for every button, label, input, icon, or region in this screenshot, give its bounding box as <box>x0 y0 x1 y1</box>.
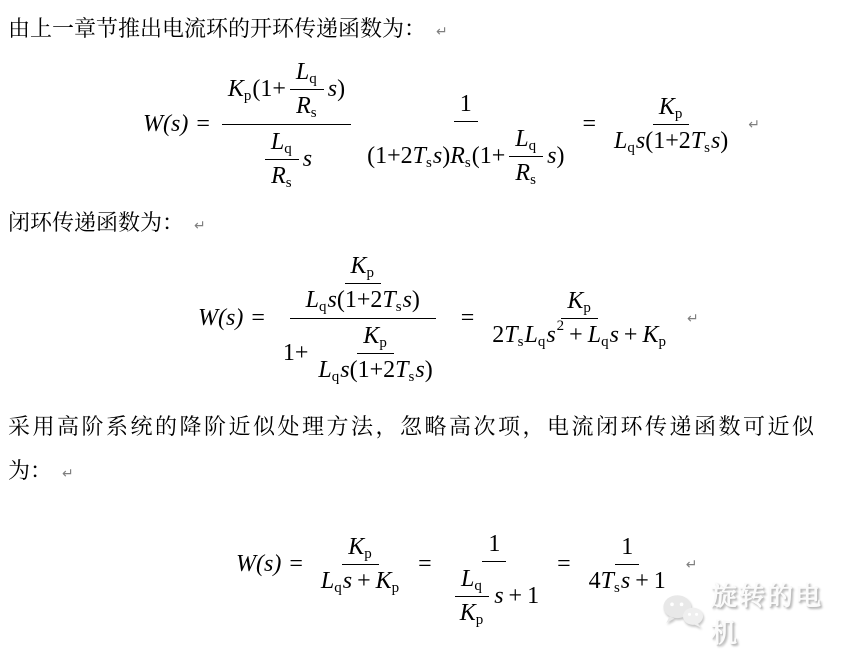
fraction-numerator <box>357 322 394 354</box>
math-token: L <box>305 287 319 313</box>
math-token: W(s) <box>143 111 189 137</box>
math-token: L <box>524 322 538 348</box>
math-token: s <box>614 580 620 596</box>
fraction-denominator <box>583 565 672 596</box>
math-token: ) <box>556 143 565 169</box>
math-token: = <box>251 305 265 331</box>
fraction-numerator <box>345 252 382 284</box>
math-token: W(s) <box>236 551 282 577</box>
math-token: s <box>546 322 556 348</box>
fraction-denominator <box>265 160 299 191</box>
math-token: s <box>547 143 557 169</box>
math-token: p <box>366 265 375 281</box>
math-token: = <box>557 551 571 577</box>
math-token: T <box>395 357 409 383</box>
fraction <box>290 58 324 121</box>
paragraph-closed-loop-intro <box>8 206 206 237</box>
formula-closed-loop-transfer <box>198 251 699 386</box>
math-token: s <box>494 583 504 609</box>
math-token: s <box>408 369 415 385</box>
math-token: 2 <box>492 322 505 348</box>
math-token: (1+2 <box>349 357 396 383</box>
math-token: (1+2 <box>367 143 413 169</box>
fraction-denominator <box>444 562 545 629</box>
math-token: K <box>348 534 365 560</box>
math-token: q <box>334 580 342 596</box>
math-token: L <box>318 357 332 383</box>
math-token: q <box>537 334 546 350</box>
math-token: K <box>567 288 584 314</box>
fraction-denominator <box>608 125 734 156</box>
math-token: ) <box>720 128 729 154</box>
math-token: + <box>623 322 638 348</box>
fraction-numerator <box>455 565 489 597</box>
fraction-denominator <box>255 125 318 192</box>
fraction-numerator <box>615 533 639 565</box>
fraction-numerator <box>222 57 351 125</box>
fraction <box>277 251 449 386</box>
fraction <box>361 60 570 189</box>
math-token: T <box>690 128 705 154</box>
math-token: s <box>327 76 338 102</box>
fraction <box>454 565 491 628</box>
math-token: (1+ <box>252 76 286 102</box>
fraction-numerator <box>290 58 324 90</box>
fraction <box>315 533 406 596</box>
paragraph-open-loop-intro <box>8 12 448 43</box>
fraction <box>222 57 351 192</box>
fraction-numerator <box>509 125 543 157</box>
math-token: q <box>319 299 327 315</box>
math-token: 4 <box>588 568 601 594</box>
fraction <box>509 125 543 188</box>
math-token: = <box>418 551 432 577</box>
math-token: s <box>340 357 350 383</box>
fraction <box>486 287 673 350</box>
fraction-numerator <box>265 128 299 160</box>
paragraph-text: 为： <box>8 458 53 483</box>
math-token: T <box>600 568 614 594</box>
fraction <box>444 500 545 629</box>
math-token: = <box>196 111 210 137</box>
watermark <box>662 576 849 650</box>
math-token: L <box>515 126 529 152</box>
math-token: R <box>271 163 286 189</box>
fraction-numerator <box>290 251 436 319</box>
math-token: T <box>412 143 427 169</box>
fraction-denominator <box>277 319 449 386</box>
math-token: W(s) <box>198 305 244 331</box>
math-token: L <box>614 128 628 154</box>
math-token: K <box>459 600 476 626</box>
math-token: K <box>350 253 367 279</box>
fraction-denominator <box>312 354 438 385</box>
math-token: (1+2 <box>645 128 691 154</box>
math-token: = <box>289 551 303 577</box>
fraction <box>312 322 438 385</box>
math-token: q <box>309 71 317 87</box>
math-token: L <box>320 568 335 594</box>
math-token: 1 <box>527 583 540 609</box>
math-token: (1+ <box>471 143 506 169</box>
paragraph-text: 采用高阶系统的降阶近似处理方法，忽略高次项，电流闭环传递函数可近似 <box>8 414 817 439</box>
paragraph-mark-icon: ↵ <box>748 116 761 133</box>
fraction <box>300 252 426 315</box>
math-token: + <box>569 322 583 348</box>
fraction-denominator <box>300 284 426 315</box>
math-token: p <box>391 580 400 596</box>
math-token: ) <box>337 76 346 102</box>
math-token: s <box>327 287 337 313</box>
math-token: q <box>627 140 635 156</box>
math-token: + <box>357 568 371 594</box>
math-token: 1 <box>653 568 666 594</box>
math-token: R <box>296 93 311 119</box>
math-token: ) <box>411 287 420 313</box>
fraction <box>608 93 734 156</box>
paragraph-mark-icon: ↵ <box>62 466 74 482</box>
math-token: (1+2 <box>336 287 383 313</box>
math-token: p <box>243 88 252 104</box>
math-token: q <box>331 369 340 385</box>
fraction-denominator <box>486 319 673 350</box>
math-token: + <box>508 583 523 609</box>
math-token: L <box>270 129 285 155</box>
wechat-icon <box>662 593 704 634</box>
math-token: s <box>342 568 353 594</box>
math-token: s <box>310 105 317 121</box>
math-token: = <box>582 111 596 137</box>
math-token: T <box>382 287 396 313</box>
fraction-numerator <box>342 533 379 565</box>
paragraph-approx-intro-line2 <box>8 454 74 485</box>
math-token: s <box>530 172 536 188</box>
math-token: s <box>432 143 443 169</box>
math-token: p <box>364 546 372 562</box>
paragraph-text: 由上一章节推出电流环的开环传递函数为： <box>8 16 427 41</box>
math-token: s <box>415 357 425 383</box>
math-token: K <box>363 323 380 349</box>
fraction-denominator <box>315 565 406 596</box>
math-token: q <box>601 334 609 350</box>
math-token: s <box>635 128 646 154</box>
fraction-numerator <box>561 287 598 319</box>
math-token: 1 <box>459 91 472 117</box>
math-token: s <box>704 140 710 156</box>
paragraph-mark-icon: ↵ <box>685 556 698 573</box>
math-token: + <box>635 568 649 594</box>
math-token: L <box>461 566 475 592</box>
formula-approx-transfer <box>236 500 697 629</box>
math-token: s <box>426 155 432 171</box>
fraction <box>583 533 672 596</box>
paragraph-mark-icon: ↵ <box>194 218 206 234</box>
math-token: p <box>674 106 683 122</box>
math-token: R <box>450 143 465 169</box>
math-token: K <box>227 76 244 102</box>
math-token: L <box>295 59 310 85</box>
fraction-denominator <box>454 597 491 628</box>
watermark-label: 旋转的电机 <box>711 581 824 648</box>
math-token: s <box>710 128 721 154</box>
fraction <box>265 128 299 191</box>
math-token: s <box>609 322 619 348</box>
math-token: s <box>302 146 313 172</box>
math-token: 1 <box>621 534 634 560</box>
math-token: K <box>642 322 659 348</box>
math-token: L <box>587 322 602 348</box>
math-token: K <box>375 568 392 594</box>
math-token: ) <box>442 143 451 169</box>
fraction-denominator <box>361 122 570 189</box>
math-token: s <box>402 287 412 313</box>
math-token: R <box>515 160 531 186</box>
math-token: = <box>460 305 475 331</box>
math-token: q <box>474 578 482 594</box>
paragraph-mark-icon: ↵ <box>686 310 699 327</box>
paragraph-mark-icon: ↵ <box>436 24 448 40</box>
math-token: T <box>504 322 518 348</box>
math-token: s <box>464 155 471 171</box>
paragraph-text: 闭环传递函数为： <box>8 210 185 235</box>
math-token: s <box>517 334 524 350</box>
math-token: s <box>620 568 631 594</box>
math-token: 2 <box>556 318 565 334</box>
fraction-denominator <box>509 157 543 188</box>
math-token: q <box>528 138 537 154</box>
math-token: p <box>379 335 387 351</box>
math-token: s <box>395 299 402 315</box>
formula-open-loop-transfer <box>143 57 760 192</box>
fraction-denominator <box>290 90 324 121</box>
math-token: q <box>284 141 292 157</box>
math-token: p <box>583 300 591 316</box>
paragraph-approx-intro-line1 <box>8 410 817 441</box>
math-token: p <box>475 612 484 628</box>
math-token: K <box>658 94 675 120</box>
fraction-numerator <box>482 530 506 562</box>
math-token: 1 <box>488 531 501 557</box>
math-token: ) <box>424 357 433 383</box>
fraction-numerator <box>454 90 478 122</box>
math-token: 1+ <box>282 340 309 366</box>
math-token: s <box>285 175 292 191</box>
math-token: p <box>658 334 666 350</box>
fraction-numerator <box>653 93 690 125</box>
